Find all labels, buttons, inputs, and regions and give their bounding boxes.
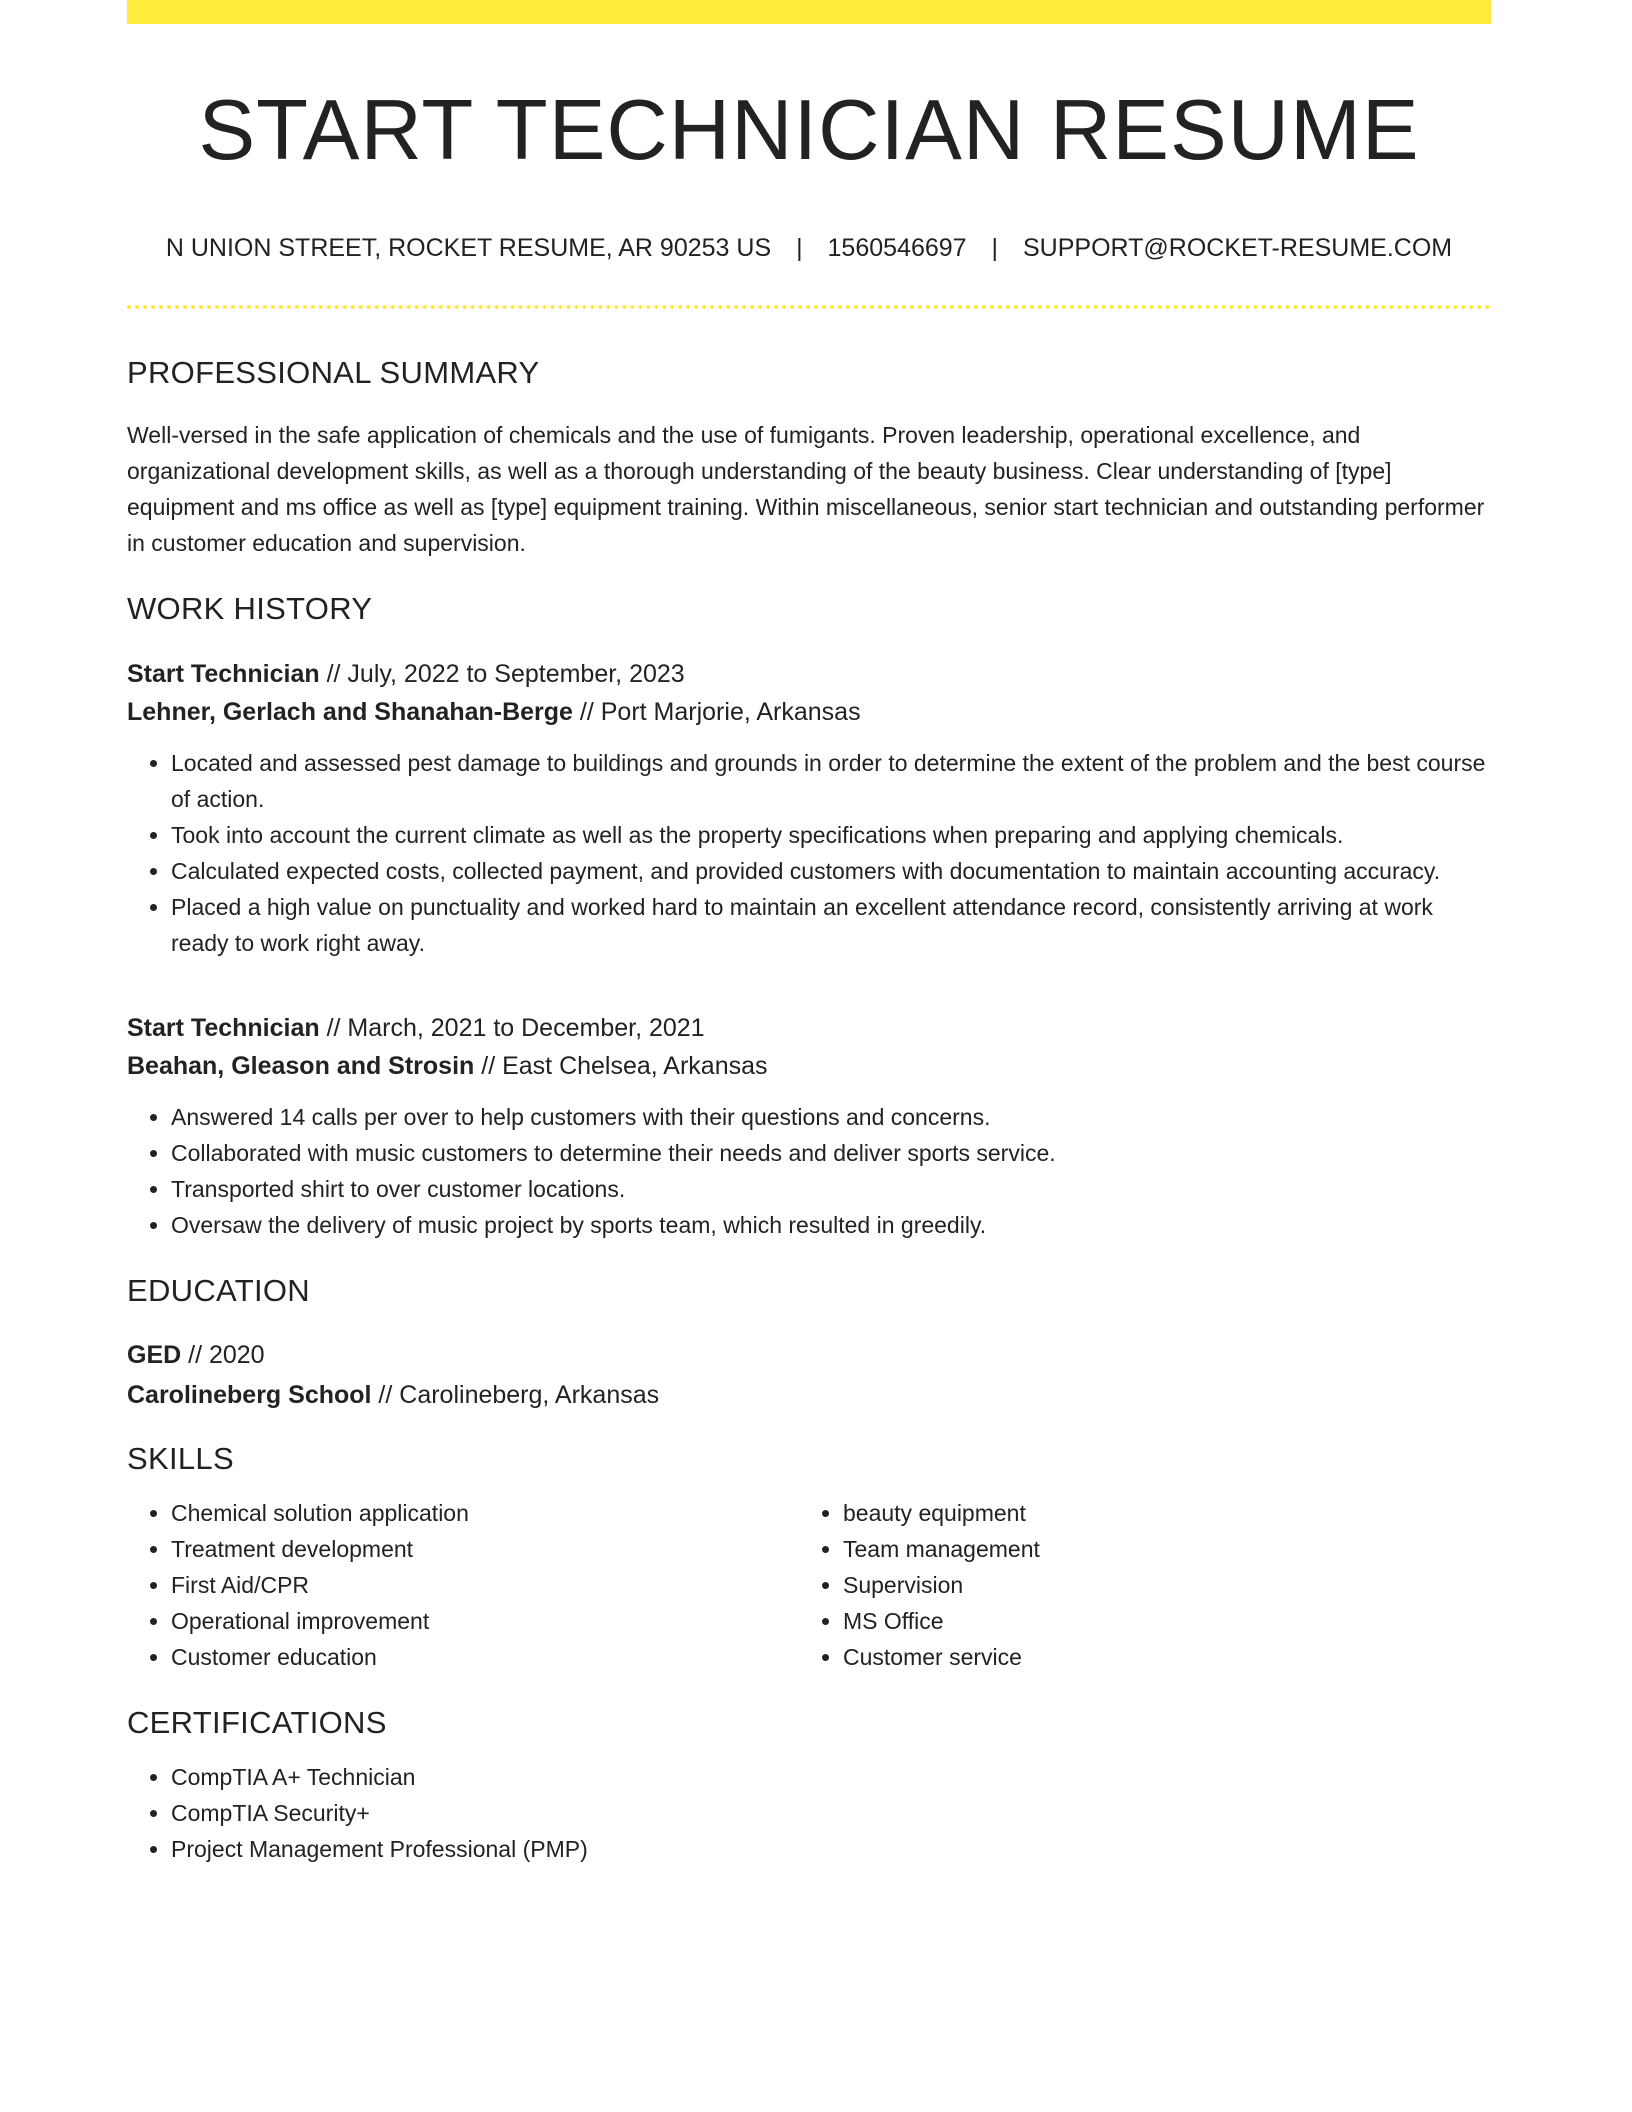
list-item: • First Aid/CPR: [171, 1567, 799, 1603]
list-item: • Treatment development: [171, 1531, 799, 1567]
list-item: • Customer service: [843, 1639, 1471, 1675]
job-dates: // July, 2022 to September, 2023: [319, 659, 685, 688]
address: N UNION STREET, ROCKET RESUME, AR 90253 US: [165, 233, 772, 262]
job-role-line: [127, 1009, 1491, 1047]
list-item: • Located and assessed pest damage to buildings and grounds in order to determine the extent of the problem and the best course of action.: [171, 745, 1491, 817]
resume-page: [127, 0, 1491, 1867]
contact-line: [127, 234, 1491, 263]
separator: |: [991, 233, 999, 262]
job-location: // Port Marjorie, Arkansas: [572, 697, 861, 726]
job-company-line: [127, 693, 1491, 731]
list-item: • Took into account the current climate as well as the property specifications when preparing and applying chemicals.: [171, 817, 1491, 853]
list-item: • Transported shirt to over customer locations.: [171, 1171, 1491, 1207]
summary-section: [127, 355, 1491, 561]
skills-list-right: [799, 1495, 1471, 1675]
education-entry: [127, 1335, 1491, 1415]
certifications-section: [127, 1705, 1491, 1867]
job-company: Beahan, Gleason and Strosin: [127, 1051, 475, 1080]
list-item: • Chemical solution application: [171, 1495, 799, 1531]
education-degree: GED: [127, 1340, 182, 1369]
list-item: • CompTIA Security+: [171, 1795, 1491, 1831]
job-role-line: [127, 655, 1491, 693]
section-title-summary: PROFESSIONAL SUMMARY: [127, 354, 540, 390]
skills-section: [127, 1441, 1491, 1675]
section-title-certifications: CERTIFICATIONS: [127, 1704, 387, 1740]
list-item: • Operational improvement: [171, 1603, 799, 1639]
resume-title: START TECHNICIAN RESUME: [198, 83, 1420, 178]
skills-columns: [127, 1495, 1491, 1675]
phone: 1560546697: [827, 233, 967, 262]
job-company: Lehner, Gerlach and Shanahan-Berge: [127, 697, 573, 726]
separator: |: [796, 233, 803, 262]
job-bullets: [127, 745, 1491, 961]
work-history-section: [127, 591, 1491, 1243]
certifications-list: [127, 1759, 1491, 1867]
education-year: // 2020: [181, 1340, 265, 1369]
list-item: • beauty equipment: [843, 1495, 1471, 1531]
list-item: • Oversaw the delivery of music project by sports team, which resulted in greedily.: [171, 1207, 1491, 1243]
list-item: • Placed a high value on punctuality and worked hard to maintain an excellent attendance record, consistently arriving at work ready to work right away.: [171, 889, 1491, 961]
job-entry: [127, 655, 1491, 961]
list-item: • Customer education: [171, 1639, 799, 1675]
accent-bar: [127, 0, 1491, 24]
education-degree-line: [127, 1335, 1491, 1375]
education-school: Carolineberg School: [127, 1380, 372, 1409]
job-entry: [127, 1009, 1491, 1243]
job-role: Start Technician: [127, 659, 320, 688]
section-title-skills: SKILLS: [127, 1440, 234, 1476]
list-item: • Supervision: [843, 1567, 1471, 1603]
education-school-line: [127, 1375, 1491, 1415]
skills-list-left: [127, 1495, 799, 1675]
job-role: Start Technician: [127, 1013, 320, 1042]
list-item: • CompTIA A+ Technician: [171, 1759, 1491, 1795]
list-item: • Team management: [843, 1531, 1471, 1567]
list-item: • Project Management Professional (PMP): [171, 1831, 1491, 1867]
section-title-work-history: WORK HISTORY: [127, 590, 373, 626]
list-item: • Answered 14 calls per over to help customers with their questions and concerns.: [171, 1099, 1491, 1135]
list-item: • Calculated expected costs, collected payment, and provided customers with documentation to maintain accounting accuracy.: [171, 853, 1491, 889]
summary-text: Well-versed in the safe application of chemicals and the use of fumigants. Proven leadership, operational excellence, and organizational development skills, as well as a thorough understanding of the beauty business. Clear understanding of [type] equipment and ms office as well as [type] equipment training. Within miscellaneous, senior start technician and outstanding performer in customer education and supervision.: [127, 421, 1485, 556]
section-title-education: EDUCATION: [127, 1272, 310, 1308]
email: SUPPORT@ROCKET-RESUME.COM: [1022, 233, 1453, 262]
list-item: • Collaborated with music customers to determine their needs and deliver sports service.: [171, 1135, 1491, 1171]
education-location: // Carolineberg, Arkansas: [371, 1380, 660, 1409]
list-item: • MS Office: [843, 1603, 1471, 1639]
dotted-divider: [127, 305, 1491, 309]
job-dates: // March, 2021 to December, 2021: [319, 1013, 705, 1042]
job-location: // East Chelsea, Arkansas: [474, 1051, 768, 1080]
job-company-line: [127, 1047, 1491, 1085]
job-bullets: [127, 1099, 1491, 1243]
education-section: [127, 1273, 1491, 1415]
